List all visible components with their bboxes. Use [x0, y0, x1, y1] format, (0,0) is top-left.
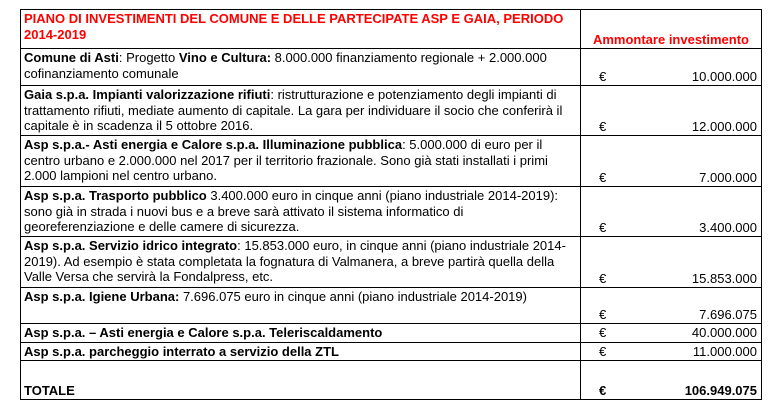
total-amount-cell	[581, 361, 762, 400]
table-row	[21, 136, 762, 187]
table-row	[21, 86, 762, 136]
row-amount: 10.000.000	[691, 68, 757, 84]
row-amount: 11.000.000	[692, 343, 757, 359]
total-label: TOTALE	[21, 361, 581, 400]
row-amount-cell	[581, 288, 762, 324]
table-title: PIANO DI INVESTIMENTI DEL COMUNE E DELLE PARTECIPATE ASP E GAIA, PERIODO 2014-2019	[21, 10, 581, 49]
row-description: Gaia s.p.a. Impianti valorizzazione rifiuti: ristrutturazione e potenziamento degli impianti di trattamento rifiuti, mediate aumento di capitale. La gara per individuare il socio che conferirà il capitale è in scadenza il 5 ottobre 2016.	[21, 86, 581, 136]
currency-symbol: €	[599, 343, 607, 359]
row-amount: 40.000.000	[691, 325, 757, 340]
currency-symbol: €	[599, 382, 607, 398]
table-row	[21, 237, 762, 288]
row-amount-cell	[581, 136, 762, 187]
currency-symbol: €	[599, 219, 607, 235]
row-amount-cell	[581, 237, 762, 288]
table-row	[21, 49, 762, 86]
row-amount: 7.000.000	[699, 169, 757, 185]
row-amount-cell	[581, 342, 762, 361]
total-amount: 106.949.075	[684, 382, 757, 398]
row-amount: 15.853.000	[691, 270, 757, 286]
investment-table	[20, 9, 762, 400]
currency-symbol: €	[599, 306, 607, 322]
row-amount-cell	[581, 49, 762, 86]
table-row	[21, 187, 762, 237]
currency-symbol: €	[599, 68, 607, 84]
currency-symbol: €	[599, 325, 607, 340]
total-row	[21, 361, 762, 400]
row-description: Asp s.p.a. – Asti energia e Calore s.p.a. Teleriscaldamento	[21, 324, 581, 343]
row-description: Asp s.p.a. Igiene Urbana: 7.696.075 euro in cinque anni (piano industriale 2014-2019)	[21, 288, 581, 324]
row-amount: 7.696.075	[699, 306, 757, 322]
currency-symbol: €	[599, 270, 607, 286]
table-row	[21, 288, 762, 324]
row-description: Asp s.p.a. parcheggio interrato a servizio della ZTL	[21, 342, 581, 361]
row-amount-cell	[581, 86, 762, 136]
table-row	[21, 342, 762, 361]
row-description: Asp s.p.a. Trasporto pubblico 3.400.000 euro in cinque anni (piano industriale 2014-2019): sono già in strada i nuovi bus e a breve sarà attivato il sistema informatico di georeferenziazione e delle camere di sicurezza.	[21, 187, 581, 237]
table-row	[21, 324, 762, 343]
currency-symbol: €	[599, 169, 607, 185]
row-amount: 3.400.000	[699, 219, 757, 235]
row-amount: 12.000.000	[691, 118, 757, 134]
row-description: Asp s.p.a.- Asti energia e Calore s.p.a. Illuminazione pubblica: 5.000.000 di euro per il centro urbano e 2.000.000 nel 2017 per il territorio frazionale. Sono già stati installati i primi 2.000 lampioni nel centro urbano.	[21, 136, 581, 187]
row-amount-cell	[581, 324, 762, 343]
row-description: Asp s.p.a. Servizio idrico integrato: 15.853.000 euro, in cinque anni (piano industriale 2014-2019). Ad esempio è stata completata la fognatura di Valmanera, a breve partirà quella della Valle Versa che servirà la Fondalpress, etc.	[21, 237, 581, 288]
table-header-row	[21, 10, 762, 49]
row-description: Comune di Asti: Progetto Vino e Cultura: 8.000.000 finanziamento regionale + 2.000.000 cofinanziamento comunale	[21, 49, 581, 86]
currency-symbol: €	[599, 118, 607, 134]
amount-column-header: Ammontare investimento	[581, 10, 762, 49]
row-amount-cell	[581, 187, 762, 237]
